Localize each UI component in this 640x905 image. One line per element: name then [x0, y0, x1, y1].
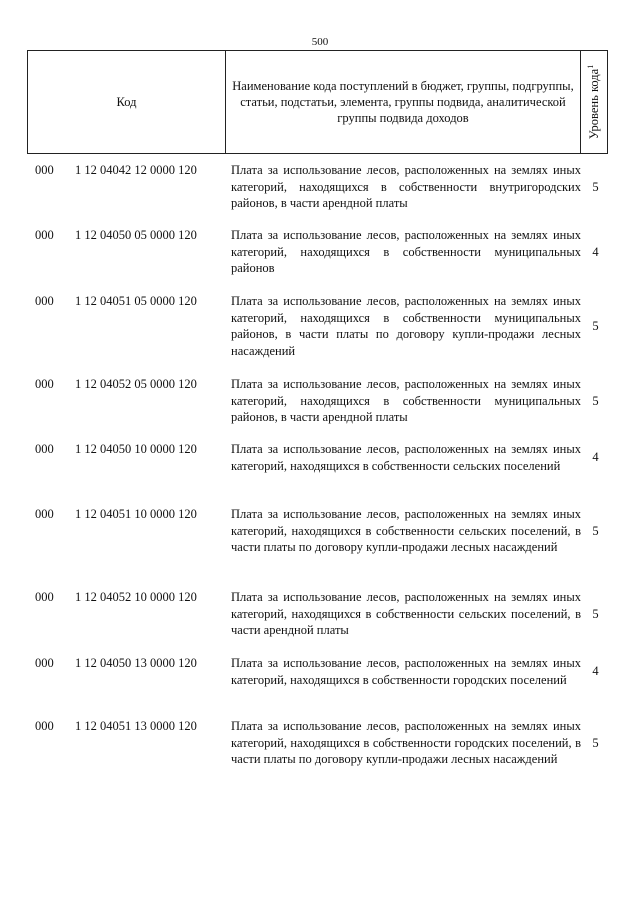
table-row	[35, 227, 610, 277]
revenue-name-cell: Плата за использование лесов, расположенных на землях иных категорий, находящихся в собственности внутригородских районов, в части арендной платы	[231, 163, 581, 210]
table-row	[35, 376, 610, 426]
admin-code-cell: 000	[35, 228, 54, 242]
admin-code-cell: 000	[35, 294, 54, 308]
revenue-code-cell: 1 12 04052 05 0000 120	[75, 377, 197, 391]
code-level-cell: 5	[592, 735, 599, 750]
header-name-label: Наименование кода поступлений в бюджет, группы, подгруппы, статьи, подстатьи, элемента, группы подвида, аналитической группы подвида доходов	[232, 79, 574, 125]
admin-code-cell: 000	[35, 719, 54, 733]
admin-code-cell: 000	[35, 507, 54, 521]
table-row	[35, 293, 610, 359]
table-row	[35, 162, 610, 212]
code-level-cell: 5	[592, 179, 599, 194]
admin-code-cell: 000	[35, 442, 54, 456]
revenue-name-cell: Плата за использование лесов, расположенных на землях иных категорий, находящихся в собственности муниципальных районов, в части платы по договору купли-продажи лесных насаждений	[231, 294, 581, 358]
revenue-code-cell: 1 12 04051 10 0000 120	[75, 507, 197, 521]
code-level-cell: 5	[592, 606, 599, 621]
code-level-cell: 4	[592, 664, 599, 679]
code-level-cell: 5	[592, 523, 599, 538]
revenue-code-cell: 1 12 04042 12 0000 120	[75, 163, 197, 177]
revenue-code-cell: 1 12 04050 13 0000 120	[75, 656, 197, 670]
table-row	[35, 506, 610, 556]
admin-code-cell: 000	[35, 656, 54, 670]
table-header	[27, 50, 608, 154]
revenue-code-cell: 1 12 04051 05 0000 120	[75, 294, 197, 308]
revenue-code-cell: 1 12 04050 05 0000 120	[75, 228, 197, 242]
header-level-rotated	[587, 65, 603, 139]
revenue-code-cell: 1 12 04052 10 0000 120	[75, 590, 197, 604]
code-level-cell: 5	[592, 318, 599, 333]
admin-code-cell: 000	[35, 163, 54, 177]
revenue-name-cell: Плата за использование лесов, расположенных на землях иных категорий, находящихся в собственности сельских поселений, в части арендной платы	[231, 590, 581, 637]
revenue-name-cell: Плата за использование лесов, расположенных на землях иных категорий, находящихся в собственности городских поселений, в части платы по договору купли-продажи лесных насаждений	[231, 719, 581, 766]
table-row	[35, 589, 610, 639]
page-number: 500	[311, 36, 329, 48]
table-row	[35, 718, 610, 768]
revenue-name-cell: Плата за использование лесов, расположенных на землях иных категорий, находящихся в собственности городских поселений	[231, 656, 581, 687]
admin-code-cell: 000	[35, 590, 54, 604]
revenue-name-cell: Плата за использование лесов, расположенных на землях иных категорий, находящихся в собственности муниципальных районов, в части арендной платы	[231, 377, 581, 424]
code-level-cell: 4	[592, 450, 599, 465]
header-level	[581, 51, 608, 153]
admin-code-cell: 000	[35, 377, 54, 391]
revenue-code-cell: 1 12 04051 13 0000 120	[75, 719, 197, 733]
code-level-cell: 4	[592, 244, 599, 259]
header-name	[226, 51, 580, 153]
revenue-code-cell: 1 12 04050 10 0000 120	[75, 442, 197, 456]
revenue-name-cell: Плата за использование лесов, расположенных на землях иных категорий, находящихся в собственности сельских поселений	[231, 442, 581, 473]
table-row	[35, 441, 610, 474]
header-level-footnote: 1	[586, 64, 596, 69]
header-code	[28, 51, 225, 153]
code-level-cell: 5	[592, 393, 599, 408]
header-code-label: Код	[116, 95, 137, 109]
revenue-name-cell: Плата за использование лесов, расположенных на землях иных категорий, находящихся в собственности сельских поселений, в части платы по договору купли-продажи лесных насаждений	[231, 507, 581, 554]
revenue-name-cell: Плата за использование лесов, расположенных на землях иных категорий, находящихся в собственности муниципальных районов	[231, 228, 581, 275]
table-row	[35, 655, 610, 688]
header-level-label: Уровень кода	[587, 68, 602, 140]
